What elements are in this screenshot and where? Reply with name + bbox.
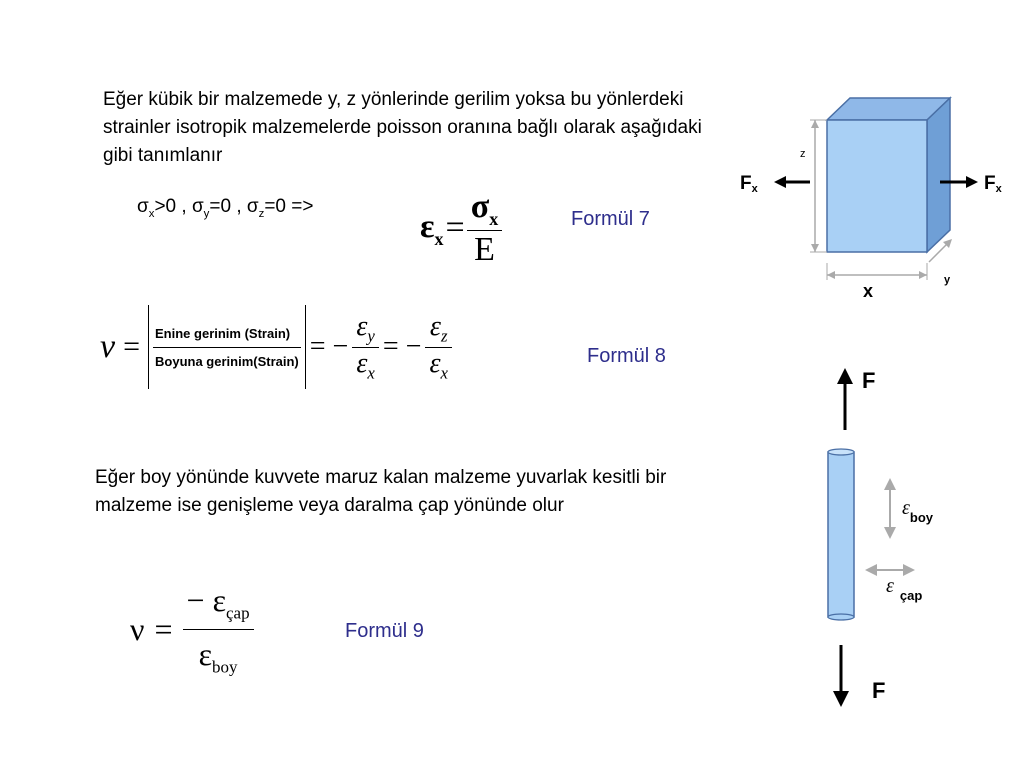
cube-front-face [827, 120, 927, 252]
eps-boy-label: $\varepsilon_{boy}$ [902, 497, 934, 525]
formula-7: $\varepsilon_x$ = $\frac{\sigma_x}{E}$ [420, 188, 502, 269]
stress-condition: $\sigma_x>0$ , $\sigma_y=0$ , $\sigma_z=0$ => [137, 196, 314, 220]
arrow-up-icon [837, 368, 853, 384]
cube-diagram [730, 85, 1024, 310]
arrow-right-icon [966, 176, 978, 188]
formula-9: ν = $\frac{- \varepsilon_{çap}}{\varepsilon_{boy}}$ [130, 582, 254, 678]
formula-8-label: Formül 8 [587, 345, 666, 367]
intro-paragraph: Eğer kübik bir malzemede y, z yönlerinde gerilim yoksa bu yönlerdeki strainler isotropik malzemelerde poisson oranına bağlı olarak aşağıdaki gibi tanımlanır [103, 89, 702, 166]
force-top-label: F [862, 368, 876, 393]
formula-7-label: Formül 7 [571, 208, 650, 230]
eps-cap-label: ε $_{çap}$ [886, 575, 923, 603]
dim-y-label: y [944, 274, 951, 286]
dim-x-label: x [863, 281, 874, 301]
force-right-label: Fx [984, 173, 1002, 195]
cube-side-face [927, 98, 950, 252]
force-left-label: Fx [740, 173, 758, 195]
rod-diagram [810, 360, 970, 710]
formula-9-label: Formül 9 [345, 620, 424, 642]
formula-8: ν = Enine gerinim (Strain) Boyuna gerinim(Strain) = − $\frac{\varepsilon_y}{\varepsilon_x}$ = − $\frac{\varepsilon_z}{\varepsilon_x}$ [100, 305, 452, 389]
rod-body [828, 452, 854, 617]
arrow-left-icon [774, 176, 786, 188]
arrow-down-icon [833, 691, 849, 707]
second-paragraph: Eğer boy yönünde kuvvete maruz kalan malzeme yuvarlak kesitli bir malzeme ise genişleme veya daralma çap yönünde olur [95, 467, 667, 516]
force-bottom-label: F [872, 678, 886, 703]
dim-z-label: z [800, 148, 806, 160]
